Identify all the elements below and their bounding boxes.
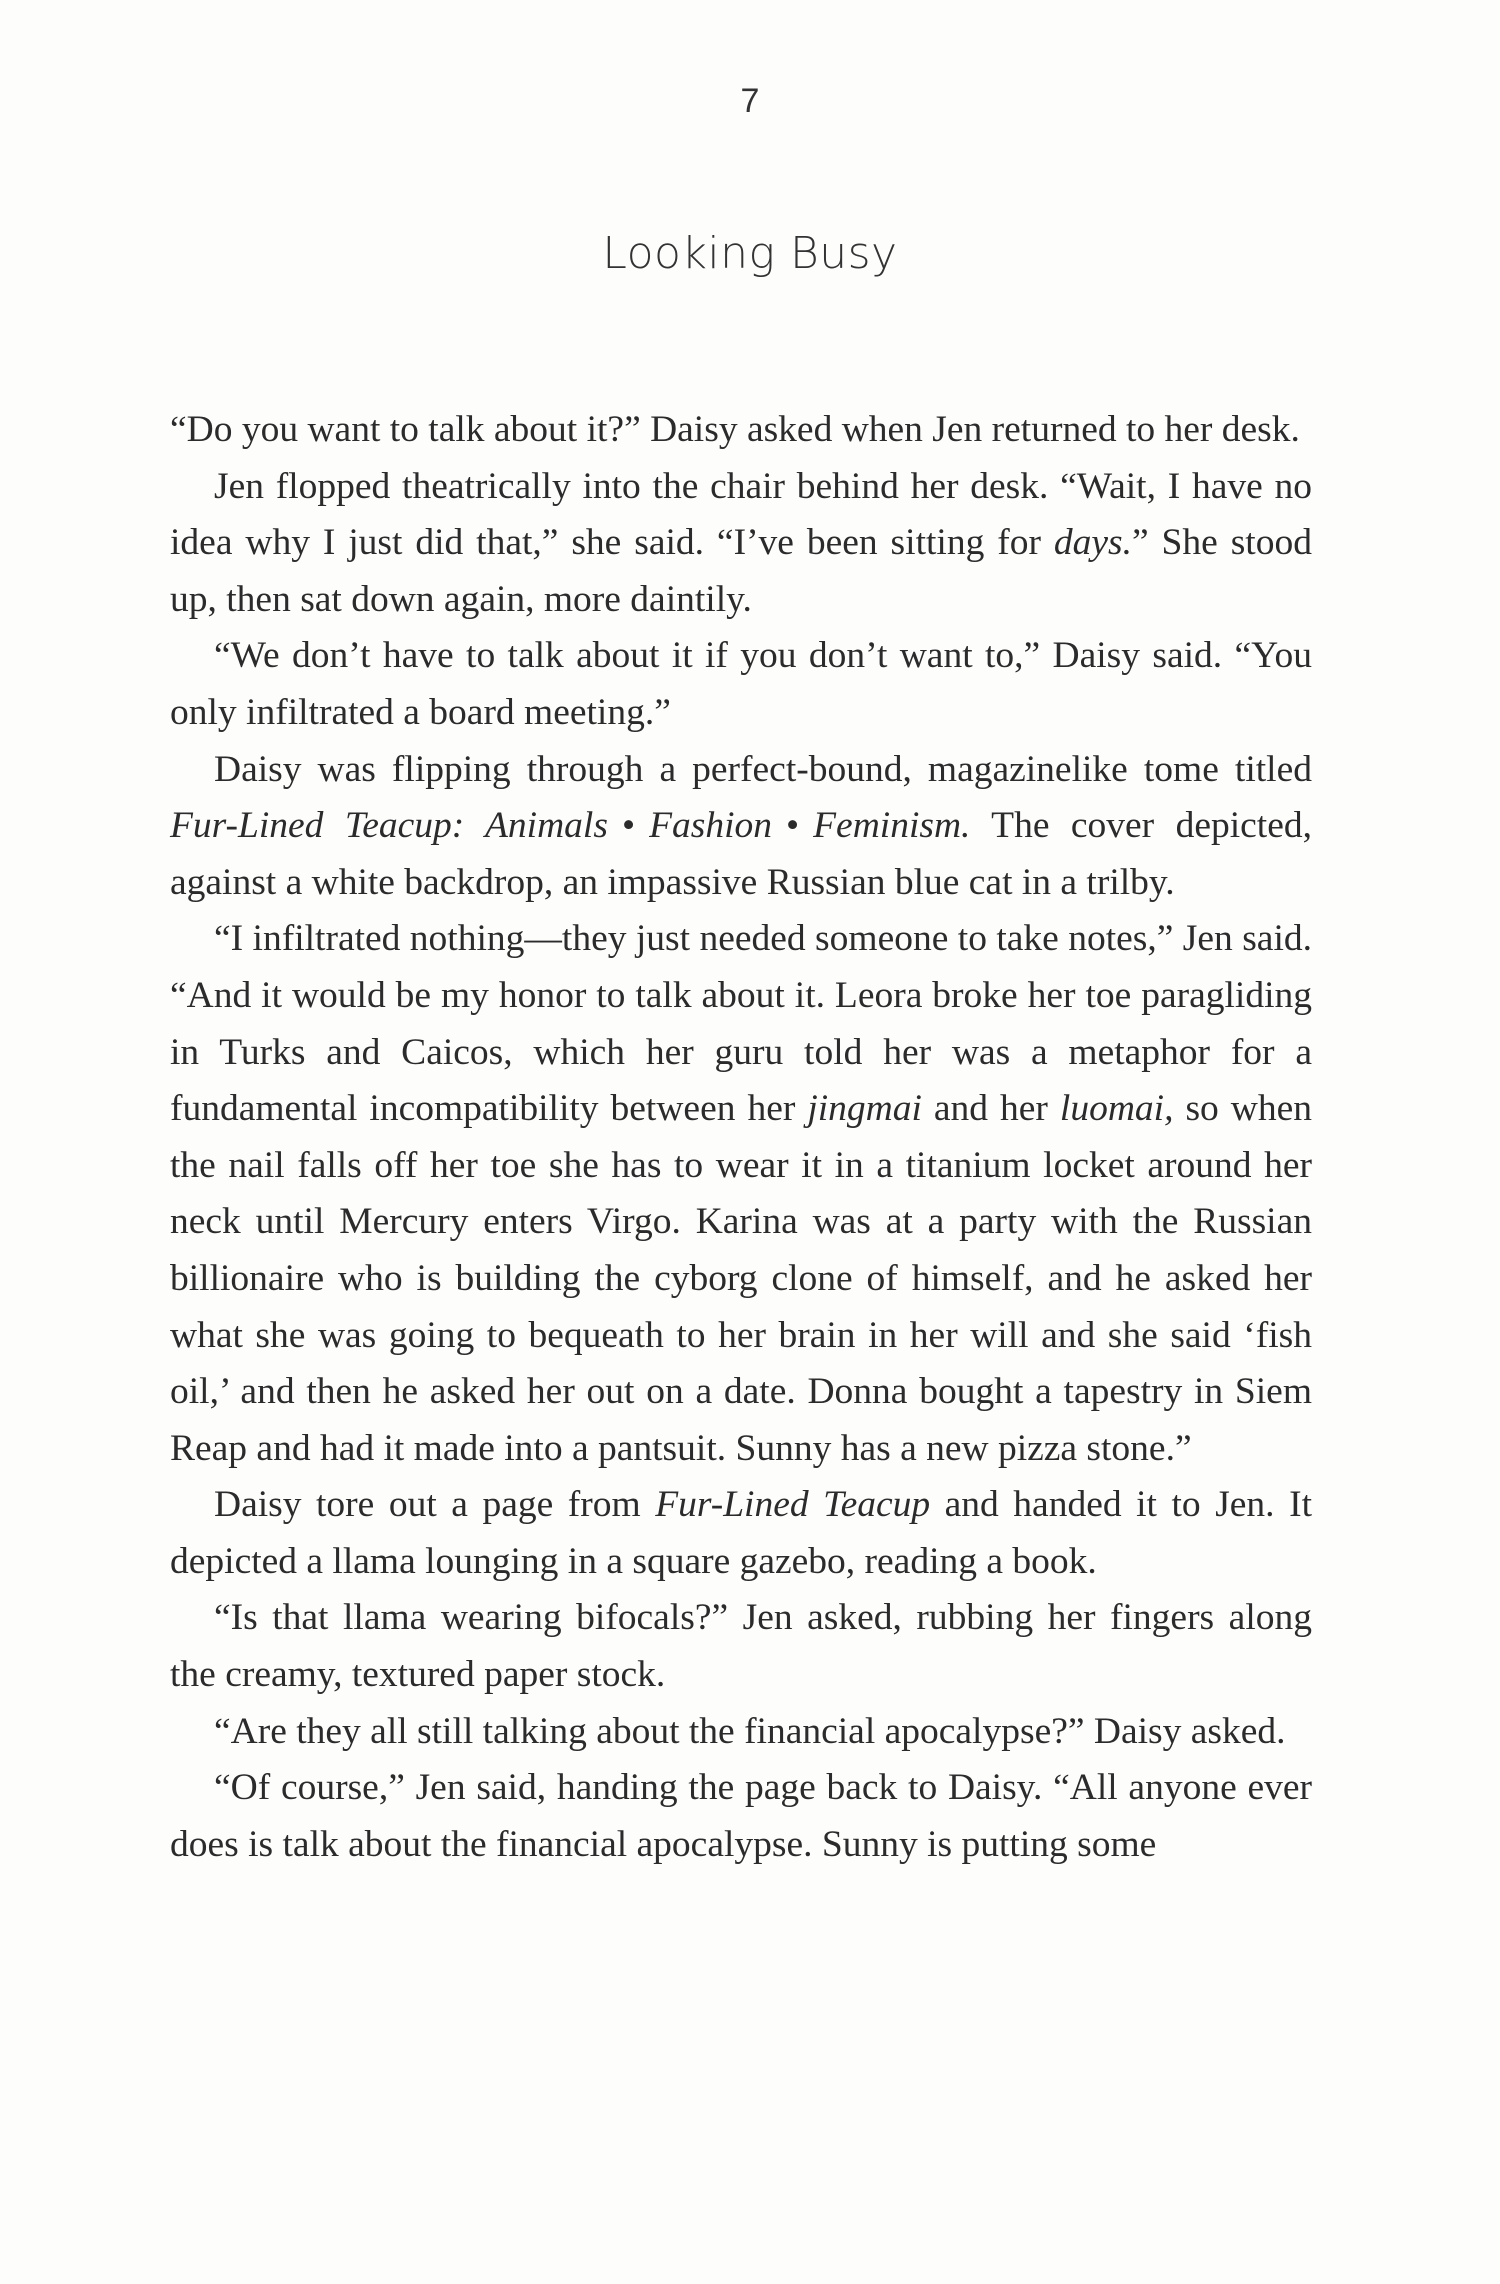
- emphasis-jingmai: jingmai: [807, 1088, 922, 1130]
- paragraph-2: Jen flopped theatrically into the chair behind her desk. “Wait, I have no idea why I just did that,” she said. “I’ve been sitting for days.” She stood up, then sat down again, more daintily.: [170, 465, 1312, 620]
- paragraph-5: “I infiltrated nothing—they just needed someone to take notes,” Jen said. “And it would be my honor to talk about it. Leora broke her toe paragliding in Turks and Caicos, which her guru told her was a metaphor for a fundamental incompatibility between her jingmai and her luomai, so when the nail falls off her toe she has to wear it in a titanium locket around her neck until Mercury enters Virgo. Karina was at a party with the Russian billionaire who is building the cyborg clone of himself, and he asked her what she was going to bequeath to her brain in her will and she said ‘fish oil,’ and then he asked her out on a date. Donna bought a tapestry in Siem Reap and had it made into a pantsuit. Sunny has a new pizza stone.”: [170, 918, 1312, 1469]
- bullet-separator: •: [621, 805, 636, 847]
- magazine-title-fashion: Fashion: [649, 805, 772, 847]
- paragraph-9: “Of course,” Jen said, handing the page back to Daisy. “All anyone ever does is talk about the financial apocalypse. Sunny is putting some: [170, 1767, 1312, 1865]
- paragraph-3: “We don’t have to talk about it if you don’t want to,” Daisy said. “You only infiltrated a board meeting.”: [170, 635, 1312, 733]
- emphasis-days: days.: [1053, 522, 1132, 564]
- paragraph-7: “Is that llama wearing bifocals?” Jen asked, rubbing her fingers along the creamy, textured paper stock.: [170, 1597, 1312, 1696]
- page-number: 7: [740, 82, 760, 120]
- magazine-title-feminism: Feminism.: [813, 805, 971, 847]
- magazine-title-short: Fur-Lined Teacup: [655, 1484, 931, 1526]
- paragraph-6: Daisy tore out a page from Fur-Lined Teacup and handed it to Jen. It depicted a llama lounging in a square gazebo, reading a book.: [170, 1484, 1312, 1582]
- bullet-separator: •: [786, 805, 800, 847]
- body-text: [170, 402, 1312, 1873]
- chapter-title: Looking Busy: [602, 228, 898, 279]
- paragraph-8: “Are they all still talking about the financial apocalypse?” Daisy asked.: [214, 1710, 1286, 1752]
- paragraph-4: Daisy was flipping through a perfect-bound, magazinelike tome titled Fur-Lined Teacup: Animals • Fashion • Feminism. The cover depicted, against a white backdrop, an impassive Russian blue cat in a trilby.: [170, 748, 1312, 903]
- paragraph-1: “Do you want to talk about it?” Daisy asked when Jen returned to her desk.: [170, 409, 1300, 450]
- emphasis-luomai: luomai,: [1059, 1088, 1174, 1130]
- magazine-title: Fur-Lined Teacup: Animals: [170, 805, 608, 847]
